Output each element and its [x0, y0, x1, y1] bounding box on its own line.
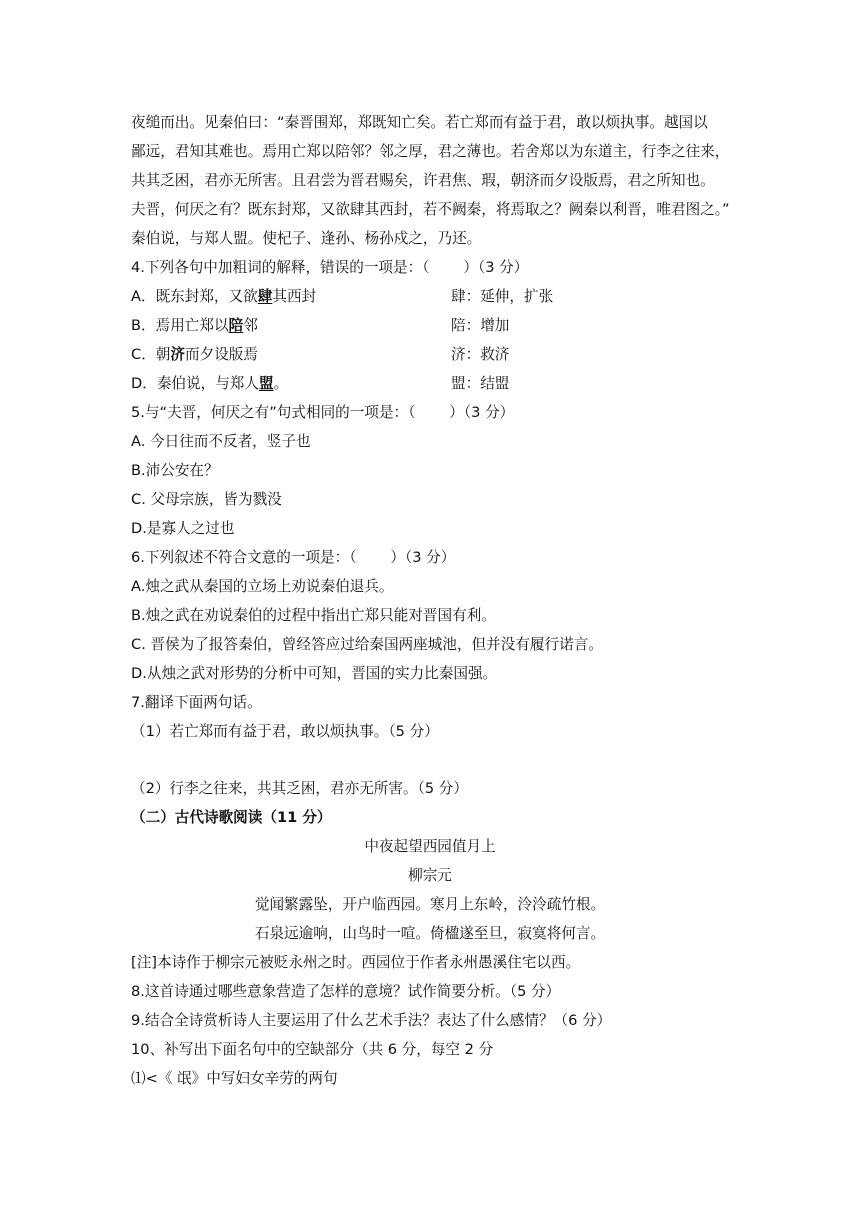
- question-5-option: A. 今日往而不反者，竖子也: [131, 433, 311, 450]
- question-6-option: C. 晋侯为了报答秦伯，曾经答应过给秦国两座城池，但并没有履行诺言。: [131, 636, 603, 653]
- question-4-option-d: D．秦伯说，与郑人盟。 盟：结盟: [131, 375, 510, 392]
- question-4-option-b: B．焉用亡郑以陪邻 陪：增加: [131, 317, 510, 334]
- bold-keyword: 济: [170, 346, 185, 363]
- question-6-stem: 6.下列叙述不符合文意的一项是：（ ）（3 分）: [131, 549, 456, 566]
- question-7-item: （1）若亡郑而有益于君，敢以烦执事。（5 分）: [131, 723, 439, 740]
- passage-line: 共其乏困，君亦无所害。且君尝为晋君赐矣，许君焦、瑕，朝济而夕设版焉，君之所知也。: [131, 172, 715, 189]
- question-7-item: （2）行李之往来，共其乏困，君亦无所害。（5 分）: [131, 780, 468, 797]
- bold-keyword: 盟: [259, 375, 274, 392]
- question-10-item-1: ⑴<《 氓》中写妇女辛劳的两句: [131, 1070, 338, 1087]
- question-4-option-a: A．既东封郑，又欲肆其西封 肆：延伸，扩张: [131, 288, 554, 305]
- poem-note: [注]本诗作于柳宗元被贬永州之时。西园位于作者永州愚溪住宅以西。: [131, 954, 581, 971]
- section-2-title: （二）古代诗歌阅读（11 分）: [131, 809, 332, 826]
- question-4-option-c: C．朝济而夕设版焉 济：救济: [131, 346, 510, 363]
- question-8: 8.这首诗通过哪些意象营造了怎样的意境？试作简要分析。（5 分）: [131, 983, 561, 1000]
- poem-title: 中夜起望西园值月上: [364, 838, 496, 855]
- passage-line: 夜缒而出。见秦伯曰：“秦晋围郑，郑既知亡矣。若亡郑而有益于君，敢以烦执事。越国以: [131, 114, 708, 131]
- question-6-option: B.烛之武在劝说秦伯的过程中指出亡郑只能对晋国有利。: [131, 607, 496, 624]
- question-9: 9.结合全诗赏析诗人主要运用了什么艺术手法？表达了什么感情？（6 分）: [131, 1012, 612, 1029]
- bold-keyword: 肆: [257, 288, 273, 305]
- question-6-option: D.从烛之武对形势的分析中可知，晋国的实力比秦国强。: [131, 665, 498, 682]
- question-6-option: A.烛之武从秦国的立场上劝说秦伯退兵。: [131, 578, 394, 595]
- poem-line: 石泉远逾响，山鸟时一喧。倚楹遂至旦，寂寞将何言。: [254, 925, 606, 942]
- option-gloss: 盟：结盟: [451, 375, 510, 392]
- poem-author: 柳宗元: [408, 867, 452, 884]
- option-gloss: 肆：延伸，扩张: [451, 288, 554, 305]
- question-4-stem: 4.下列各句中加粗词的解释，错误的一项是：（ ）（3 分）: [131, 259, 529, 276]
- question-7-stem: 7.翻译下面两句话。: [131, 694, 262, 711]
- passage-line: 夫晋，何厌之有？既东封郑，又欲肆其西封，若不阙秦，将焉取之？阙秦以利晋，唯君图之。”: [131, 201, 730, 218]
- question-5-stem: 5.与“夫晋，何厌之有”句式相同的一项是：（ ）（3 分）: [131, 404, 515, 421]
- passage-line: 秦伯说，与郑人盟。使杞子、逢孙、杨孙戍之，乃还。: [131, 230, 482, 247]
- question-5-option: D.是寡人之过也: [131, 520, 235, 537]
- question-5-option: B.沛公安在？: [131, 462, 219, 479]
- passage-line: 鄙远，君知其难也。焉用亡郑以陪邻？邻之厚，君之薄也。若舍郑以为东道主，行李之往来，: [131, 143, 730, 160]
- bold-keyword: 陪: [228, 317, 244, 334]
- option-gloss: 济：救济: [451, 346, 510, 363]
- option-gloss: 陪：增加: [451, 317, 510, 334]
- question-10-stem: 10、补写出下面名句中的空缺部分（共 6 分，每空 2 分: [131, 1041, 494, 1058]
- poem-line: 觉闻繁露坠，开户临西园。寒月上东岭，泠泠疏竹根。: [254, 896, 606, 913]
- question-5-option: C. 父母宗族，皆为戮没: [131, 491, 282, 508]
